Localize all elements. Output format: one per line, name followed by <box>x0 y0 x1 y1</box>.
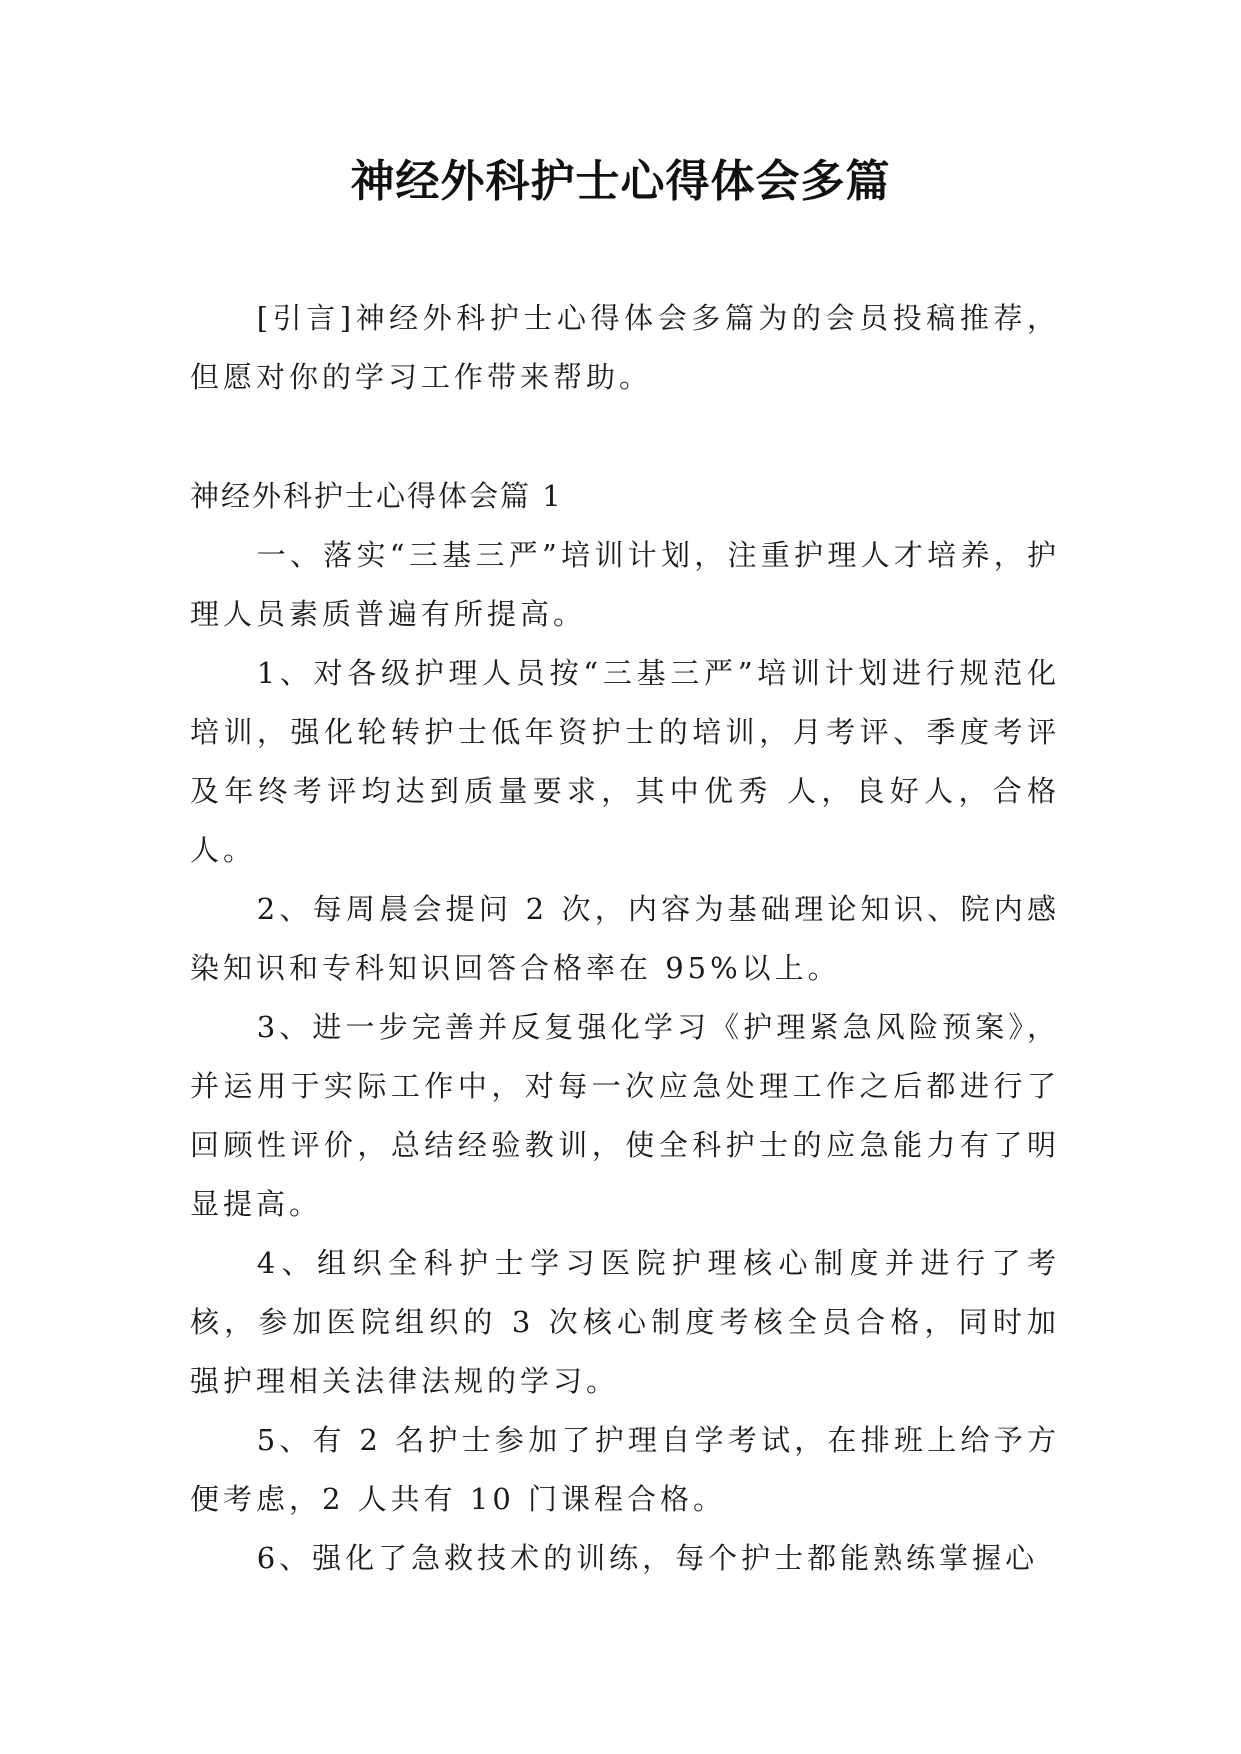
paragraph-item-1: 1、对各级护理人员按“三基三严”培训计划进行规范化培训，强化轮转护士低年资护士的培训，月考评、季度考评及年终考评均达到质量要求，其中优秀 人，良好人，合格 人。 <box>190 656 1060 867</box>
paragraph-item-3: 3、进一步完善并反复强化学习《护理紧急风险预案》，并运用于实际工作中，对每一次应急处理工作之后都进行了回顾性评价，总结经验教训，使全科护士的应急能力有了明显提高。 <box>190 1010 1060 1221</box>
paragraph-item-6: 6、强化了急救技术的训练，每个护士都能熟练掌握心 <box>256 1541 1039 1575</box>
paragraph-training-plan: 一、落实“三基三严”培训计划，注重护理人才培养，护理人员素质普遍有所提高。 <box>190 538 1060 631</box>
document-body <box>190 289 1060 1588</box>
paragraph-item-4: 4、组织全科护士学习医院护理核心制度并进行了考核，参加医院组织的 3 次核心制度考核全员合格，同时加强护理相关法律法规的学习。 <box>190 1246 1060 1398</box>
section-title: 神经外科护士心得体会篇 1 <box>190 479 563 513</box>
paragraph-item-5: 5、有 2 名护士参加了护理自学考试，在排班上给予方便考虑，2 人共有 10 门课程合格。 <box>190 1423 1060 1516</box>
paragraph-item-2: 2、每周晨会提问 2 次，内容为基础理论知识、院内感染知识和专科知识回答合格率在 95%以上。 <box>190 892 1060 985</box>
document-title: 神经外科护士心得体会多篇 <box>350 156 891 207</box>
intro-paragraph: [引言]神经外科护士心得体会多篇为的会员投稿推荐，但愿对你的学习工作带来帮助。 <box>190 301 1060 394</box>
